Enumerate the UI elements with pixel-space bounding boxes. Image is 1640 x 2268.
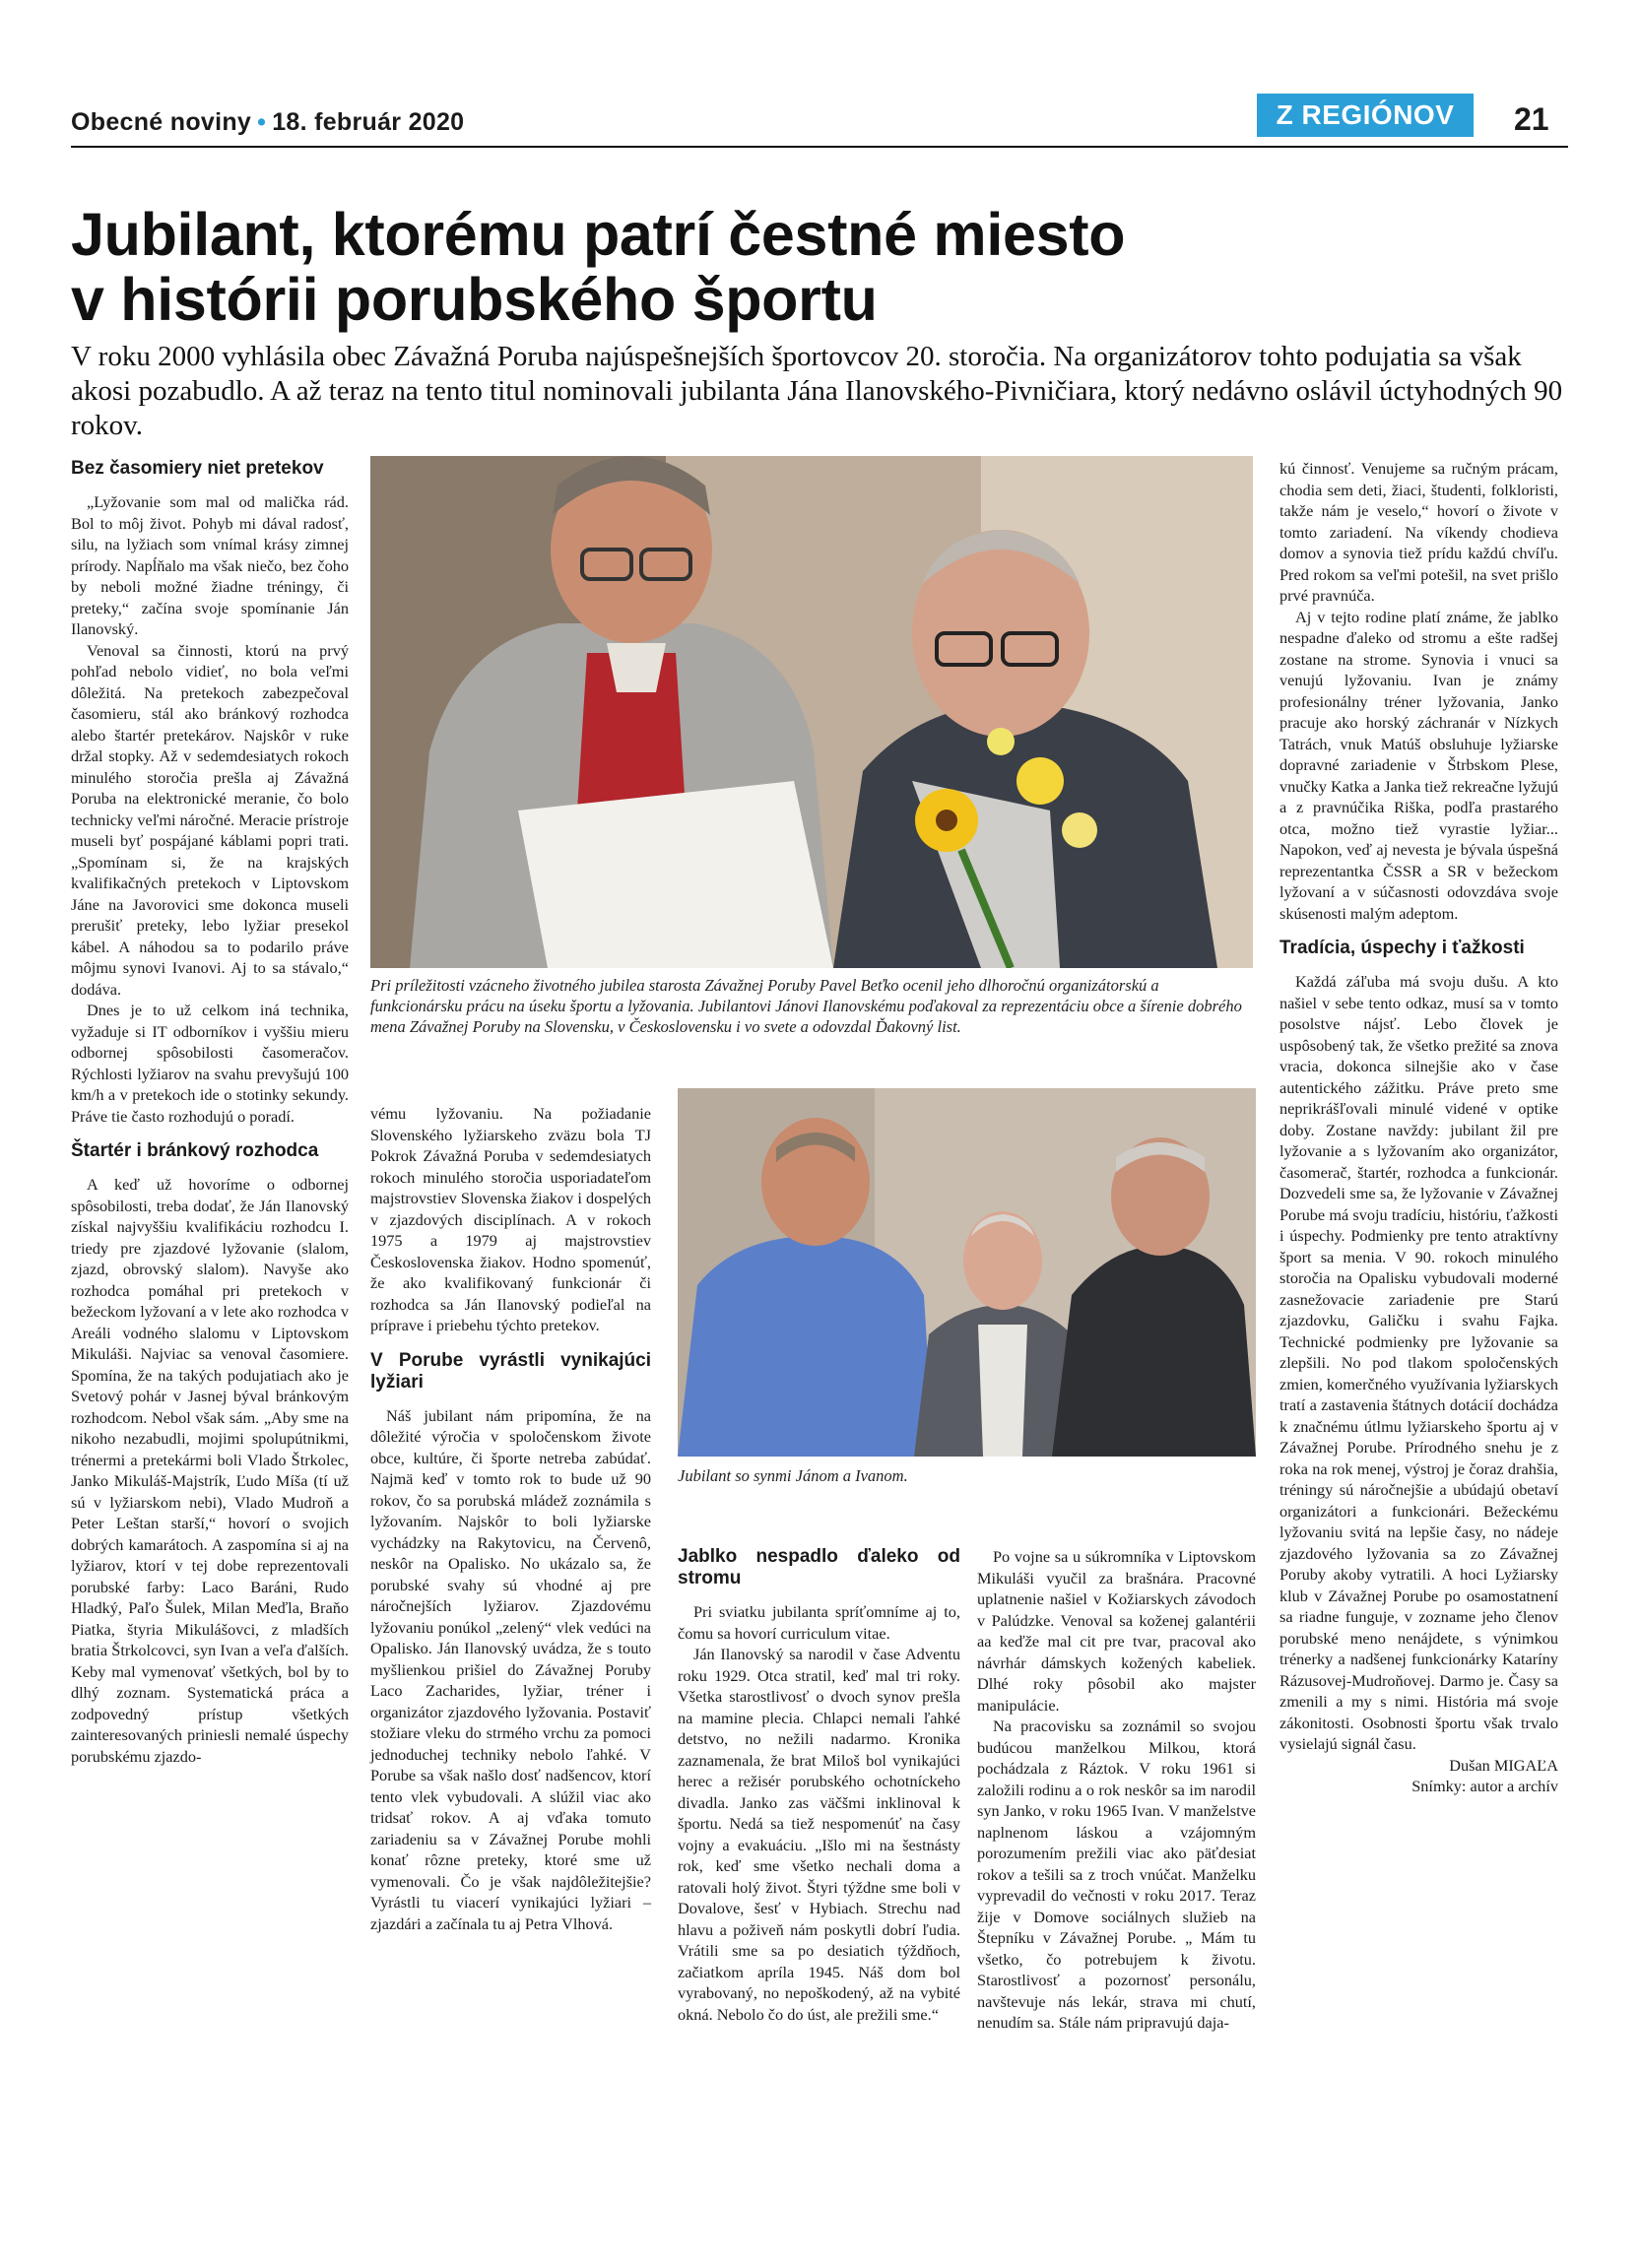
author-byline: Dušan MIGAĽA (1449, 1755, 1558, 1775)
subheading: V Porube vyrástli vynikajúci lyžiari (370, 1349, 651, 1393)
paragraph: Dnes je to už celkom iná technika, vyžaduje si IT odborníkov i vyššiu mieru odbornej spôsobilosti časomeračov. Rýchlosti lyžiarov na svahu prevyšujú 100 km/h a v pretekoch ide o stotinky sekundy. Práve tie často rozhodujú o poradí. (71, 1001, 349, 1126)
subheading: Štartér i bránkový rozhodca (71, 1140, 319, 1161)
headline-line-1: Jubilant, ktorému patrí čestné miesto (71, 201, 1126, 268)
photo-credits: Snímky: autor a archív (1411, 1777, 1558, 1795)
column-4 (977, 1546, 1256, 2034)
paragraph: A keď už hovoríme o odbornej spôsobilosti, treba dodať, že Ján Ilanovský získal najvyššiu kvalifikáciu rozhodcu I. triedy pre zjazdové lyžovanie (slalom, zjazd, obrovský slalom). Navyše ako rozhodca pomáhal pri pretekoch v bežeckom lyžovaní a v lete ako rozhodca v Areáli vodného slalomu v Liptovskom Mikuláši. Najviac sa venoval časomiere. Spomína, že na takých podujatiach ako je Svetový pohár v Jasnej býval bránkovým rozhodcom. Nebol však sám. „Aby sme na nikoho nezabudli, mojimi spolupútnikmi, trénermi a pretekármi boli Vlado Štrkolec, Janko Mikuláš-Majstrík, Ľudo Míša (tí už sú v lyžiarskom nebi), Vlado Mudroň a Peter Leštan starší,“ hovorí o svojich dobrých kamarátoch. A zaspomína si aj na lyžiarov, ktorí v tej dobe reprezentovali porubské farby: Laco Baráni, Rudo Hladký, Paľo Šulek, Milan Meďla, Braňo Piatka, štyria Mikulášovci, z mladších bratia Štrkolcovci, syn Ivan a veľa ďalších. Keby mal vymenovať všetkých, bol by to dlhý zoznam. Systematická práca a zodpovedný prístup všetkých zainteresovaných priniesli nemalé úspechy porubskému zjazdo- (71, 1175, 349, 1766)
paragraph: Pri sviatku jubilanta spríťomníme aj to, čomu sa hovorí curriculum vitae. (678, 1602, 960, 1643)
subheading: Tradícia, úspechy i ťažkosti (1279, 938, 1525, 958)
paragraph: Každá záľuba má svoju dušu. A kto našiel v sebe tento odkaz, musí sa v tomto posolstve nájsť. Lebo človek je uspôsobený tak, že všetko prežité sa znova vracia, dokonca silnejšie ako v čase autentického zážitku. Práve preto sme neprikrášľovali minulé videné v optike doby. Zostane navždy: jubilant žil pre lyžovanie a s lyžovaním ako organizátor, časomerač, štartér, rozhodca a funkcionár. Dozvedeli sme sa, že lyžovanie v Závažnej Porube má svoju tradíciu, históriu, ťažkosti i úspechy. Podmienky pre tento atraktívny šport sa menia. V 90. rokoch minulého storočia na Opalisku vybudovali moderné zasnežovacie zariadenie pre Starú zjazdovku, Galičku i svahu Fajka. Technické podmienky pre lyžovanie sa zlepšili. No pod tlakom spoločenských zmien, komerčného využívania lyžiarskych tratí a zastavenia štátnych dotácií dochádza k značnému útlmu lyžiarskeho športu aj v Závažnej Porube. Prírodného snehu je z roka na rok menej, výstroj je čoraz drahšia, tréningy sú náročnejšie a ubúdajú obetaví organizátori a funkcionári. Bežeckému lyžovaniu svitá na lepšie časy, no nádeje zjazdového lyžovania sa zo Závažnej Poruby akoby vytratili. A hoci Lyžiarsky klub v Závažnej Porube po osamostatnení sa riadne funguje, v zozname jeho členov porubské meno nenájdete, s výnimkou trénerky a nadšenej funkcionárky Kataríny Rázusovej-Mudroňovej. Darmo je. Časy sa zmenili a my s nimi. História má svoje zákonitosti. Osobnosti športu však trvalo vysielajú signál času. (1279, 972, 1559, 1753)
photo-caption-2: Jubilant so synmi Jánom a Ivanom. (678, 1466, 908, 1485)
article-lede: V roku 2000 vyhlásila obec Závažná Poruba najúspešnejších športovcov 20. storočia. Na organizátorov tohto podujatia sa však akosi pozabudlo. A až teraz na tento titul nominovali jubilanta Jána Ilanovského-Pivničiara, ktorý nedávno oslávil úctyhodných 90 rokov. (71, 341, 1563, 441)
page-number: 21 (1514, 101, 1549, 137)
paragraph: Ján Ilanovský sa narodil v čase Adventu roku 1929. Otca stratil, keď mal tri roky. Všetka starostlivosť o dvoch synov prešla na mamine plecia. Chlapci nemali ľahké detstvo, no nežili nadarmo. Kronika zaznamenala, že brat Miloš bol vynikajúci herec a režisér porubského ochotníckeho divadla. Janko zas väčšmi inklinoval k športu. Nedá sa tiež nespomenúť na časy vojny a evakuáciu. „Išlo mi na šestnásty rok, keď sme všetko nechali doma a ratovali holý život. Štyri týždne sme boli v Dovalove, šesť v Hybiach. Strechu nad hlavu a poživeň nám poskytli dobrí ľudia. Vrátili sme sa po desiatich týždňoch, začiatkom apríla 1945. Náš dom bol vyrabovaný, no nepoškodený, až na vybité okná. Nebolo čo do úst, ale prežili sme.“ (678, 1645, 960, 2024)
paragraph: „Lyžovanie som mal od malička rád. Bol to môj život. Pohyb mi dával radosť, silu, na lyžiach som vnímal krásy zimnej prírody. Napĺňalo ma však niečo, bez čoho by neboli možné žiadne tréningy, či preteky,“ začína svoje spomínanie Ján Ilanovský. (71, 492, 349, 638)
headline-line-2: v histórii porubského športu (71, 266, 878, 333)
paragraph: kú činnosť. Venujeme sa ručným prácam, chodia sem deti, žiaci, študenti, folkloristi, takže nám je veselo,“ hovorí o živote v tomto zariadení. Na víkendy chodieva domov a synovia tiež prídu každú chvíľu. Pred rokom sa veľmi potešil, na svet prišlo prvé pravnúča. (1279, 459, 1558, 605)
photo-caption-1: Pri príležitosti vzácneho životného jubilea starosta Závažnej Poruby Pavel Beťko ocenil jeho dlhoročnú organizátorskú a funkcionársku prácu na úseku športu a lyžovania. Jubilantovi Jánovi Ilanovskému poďakoval za reprezentáciu obce a šírenie dobrého mena Závažnej Poruby na Slovensku, v Československu i vo svete a odovzdal Ďakovný list. (370, 976, 1242, 1036)
photo-jubilant-with-sons (678, 1088, 1256, 1457)
issue-date: 18. február 2020 (272, 108, 465, 136)
masthead (71, 108, 464, 137)
paragraph: Aj v tejto rodine platí známe, že jablko nespadne ďaleko od stromu a ešte radšej zostane na strome. Synovia i vnuci sa venujú lyžovaniu. Ivan je známy profesionálny tréner lyžovania, Janko pracuje ako horský záchranár v Nízkych Tatrách, vnuk Matúš obsluhuje lyžiarske dopravné zariadenie v Štrbskom Plese, vnučky Katka a Janka tiež rekreačne lyžujú a z pravnúčika Riška, podľa prastarého otca, možno tiež vyrastie lyžiar... Napokon, veď aj nevesta je bývala úspešná reprezentantka ČSSR a SR v bežeckom lyžovaní a v súčasnosti odovzdáva svoje skúsenosti malým adeptom. (1279, 607, 1558, 923)
paragraph: Na pracovisku sa zoznámil so svojou budúcou manželkou Milkou, ktorá pochádzala z Ráztok. V roku 1961 si založili rodinu a o rok neskôr sa im narodil syn Janko, v roku 1965 Ivan. V manželstve naplnenom láskou a vzájomným porozumením prežili viac ako päťdesiat rokov a tešili sa z troch vnúčat. Manželku vyprevadil do večnosti v roku 2017. Teraz žije v Domove sociálnych služieb na Štepníku v Závažnej Porube. „ Mám tu všetko, čo potrebujem k životu. Starostlivosť a pozornosť personálu, navštevuje nás lekár, strava mi chutí, nenudím sa. Stále nám pripravujú daja- (977, 1717, 1256, 2032)
paragraph: Náš jubilant nám pripomína, že na dôležité výročia v spoločenskom živote obce, kultúre, či športe netreba zabúdať. Najmä keď v tomto rok to bude už 90 rokov, čo sa porubská mládež zoznámila s lyžovaním. Najskôr to boli lyžiarske vychádzky na Rakytovicu, na Červenô, neskôr na Opalisko. No ukázalo sa, že porubské svahy sú vhodné aj pre náročnejších lyžiarov. Zjazdovému lyžovaniu ponúkol „zelený“ vlek vedúci na Opalisko. Ján Ilanovský uvádza, že s touto myšlienkou prišiel do Závažnej Poruby Laco Zacharides, lyžiar, tréner i organizátor zjazdového lyžovania. Postaviť stožiare vleku do strmého vrchu za pomoci jednoduchej techniky nebolo ľahké. V Porube sa však našlo dosť nadšencov, ktorí tento vlek vybudovali. A slúžil viac ako tridsať rokov. A aj vďaka tomuto zariadeniu sa v Závažnej Porube mohli konať rôzne preteky, ktoré sme už vymenovali. Čo je však najdôležitejšie? Vyrástli tu viacerí vynikajúci lyžiari – zjazdári a začínala tu aj Petra Vlhová. (370, 1405, 651, 1933)
paragraph: Venoval sa činnosti, ktorú na prvý pohľad nebolo vidieť, no bola veľmi dôležitá. Na pretekoch zabezpečoval časomieru, stál ako bránkový rozhodca alebo štartér pretekárov. Najskôr v ruke držal stopky. Až v sedemdesiatych rokoch minulého storočia prešla aj Závažná Poruba na elektronické meranie, čo bolo technicky veľmi náročné. Meracie prístroje museli byť pospájané káblami popri trati. „Spomínam si, že na krajských kvalifikačných pretekoch v Liptovskom Jáne na Javorovici sme dokonca museli prerušiť preteky, lebo lyžiar presekol kábel. A náhodou sa to podarilo práve môjmu synovi Ivanovi. Aj to sa stávalo,“ dodáva. (71, 640, 349, 999)
column-2 (370, 1103, 651, 1934)
column-5 (1279, 458, 1558, 1797)
header-divider (71, 146, 1568, 148)
subheading: Bez časomiery niet pretekov (71, 458, 324, 479)
photo-award-ceremony (370, 456, 1253, 968)
photo-award-ceremony-image (370, 456, 1253, 968)
subheading: Jablko nespadlo ďaleko od stromu (678, 1546, 960, 1588)
column-1 (71, 458, 349, 1767)
paper-name: Obecné noviny (71, 108, 252, 136)
column-3 (678, 1546, 960, 2025)
paragraph: Po vojne sa u súkromníka v Liptovskom Mikuláši vyučil za brašnára. Pracovné uplatnenie našiel v Kožiarskych závodoch v Palúdzke. Venoval sa koženej galantérii aa keďže mal cit pre tvar, pracoval ako návrhár dámskych kožených kabeliek. Dlhé roky pôsobil ako majster manipulácie. (977, 1547, 1256, 1715)
article-headline (71, 202, 1568, 332)
photo-jubilant-with-sons-image (678, 1088, 1256, 1457)
bullet-icon: • (257, 108, 267, 136)
paragraph: vému lyžovaniu. Na požiadanie Slovenského lyžiarskeho zväzu bola TJ Pokrok Závažná Poruba v sedemdesiatych rokoch minulého storočia usporiadateľom majstrovstiev Slovenska žiakov i dospelých v zjazdových disciplínach. A v rokoch 1975 a 1979 aj majstrovstiev Československa žiakov. Hodno spomenúť, že ako kvalifikovaný funkcionár či rozhodca sa Ján Ilanovský podieľal na príprave i priebehu týchto pretekov. (370, 1104, 651, 1334)
section-label: Z REGIÓNOV (1257, 94, 1474, 137)
